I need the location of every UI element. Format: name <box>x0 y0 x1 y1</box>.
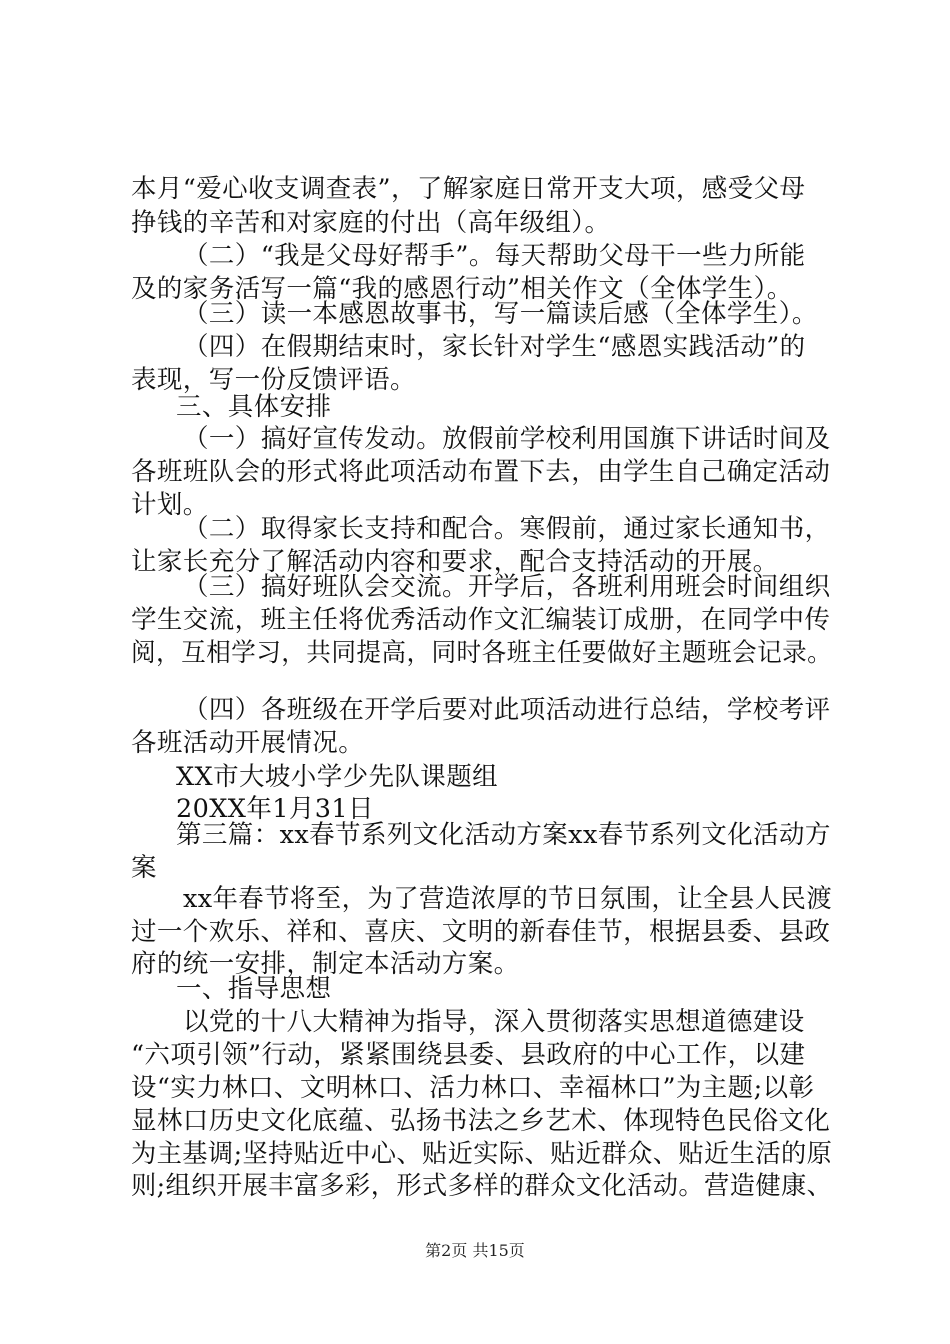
text-line: 显林口历史文化底蕴、弘扬书法之乡艺术、体现特色民俗文化 <box>131 1106 831 1136</box>
section-heading: 三、具体安排 <box>176 392 332 422</box>
chapter-title: 案 <box>131 853 157 883</box>
text-line: 学生交流，班主任将优秀活动作文汇编装订成册，在同学中传 <box>131 605 831 635</box>
text-line: （四）在假期结束时，家长针对学生“感恩实践活动”的 <box>183 332 806 362</box>
text-line: （二）“我是父母好帮手”。每天帮助父母干一些力所能 <box>183 241 806 271</box>
text-line: 府的统一安排，制定本活动方案。 <box>131 949 520 979</box>
text-line: “六项引领”行动，紧紧围绕县委、县政府的中心工作，以建 <box>131 1040 806 1070</box>
text-line: 及的家务活写一篇“我的感恩行动”相关作文（全体学生）。 <box>131 274 793 304</box>
text-line: 各班班队会的形式将此项活动布置下去，由学生自己确定活动 <box>131 457 831 487</box>
page-number-footer: 第2页 共15页 <box>425 1241 525 1260</box>
chapter-title: 第三篇：xx春节系列文化活动方案xx春节系列文化活动方 <box>176 820 831 850</box>
section-heading: 一、指导思想 <box>176 974 332 1004</box>
signature-organization: XX市大坡小学少先队课题组 <box>176 762 499 792</box>
text-line: （三）读一本感恩故事书，写一篇读后感（全体学生）。 <box>183 299 818 329</box>
text-line: 过一个欢乐、祥和、喜庆、文明的新春佳节，根据县委、县政 <box>131 917 831 947</box>
text-line: 本月“爱心收支调查表”，了解家庭日常开支大项，感受父母 <box>131 174 806 204</box>
text-line: 表现，写一份反馈评语。 <box>131 365 416 395</box>
text-line: 为主基调;坚持贴近中心、贴近实际、贴近群众、贴近生活的原 <box>131 1139 833 1169</box>
text-line: xx年春节将至，为了营造浓厚的节日氛围，让全县人民渡 <box>183 884 833 914</box>
text-line: （一）搞好宣传发动。放假前学校利用国旗下讲话时间及 <box>183 424 831 454</box>
text-line: 各班活动开展情况。 <box>131 728 365 758</box>
signature-date: 20XX年1月31日 <box>176 794 374 824</box>
text-line: 计划。 <box>131 490 209 520</box>
text-line: 设“实力林口、文明林口、活力林口、幸福林口”为主题;以彰 <box>131 1073 815 1103</box>
text-line: （四）各班级在开学后要对此项活动进行总结，学校考评 <box>183 695 831 725</box>
text-line: （二）取得家长支持和配合。寒假前，通过家长通知书， <box>183 514 831 544</box>
text-line: 则;组织开展丰富多彩，形式多样的群众文化活动。营造健康、 <box>131 1171 833 1201</box>
text-line: 让家长充分了解活动内容和要求，配合支持活动的开展。 <box>131 547 779 577</box>
text-line: 以党的十八大精神为指导，深入贯彻落实思想道德建设 <box>183 1007 805 1037</box>
text-line: （三）搞好班队会交流。开学后，各班利用班会时间组织 <box>183 572 831 602</box>
text-line: 阅，互相学习，共同提高，同时各班主任要做好主题班会记录。 <box>131 638 833 668</box>
text-line: 挣钱的辛苦和对家庭的付出（高年级组）。 <box>131 208 611 238</box>
